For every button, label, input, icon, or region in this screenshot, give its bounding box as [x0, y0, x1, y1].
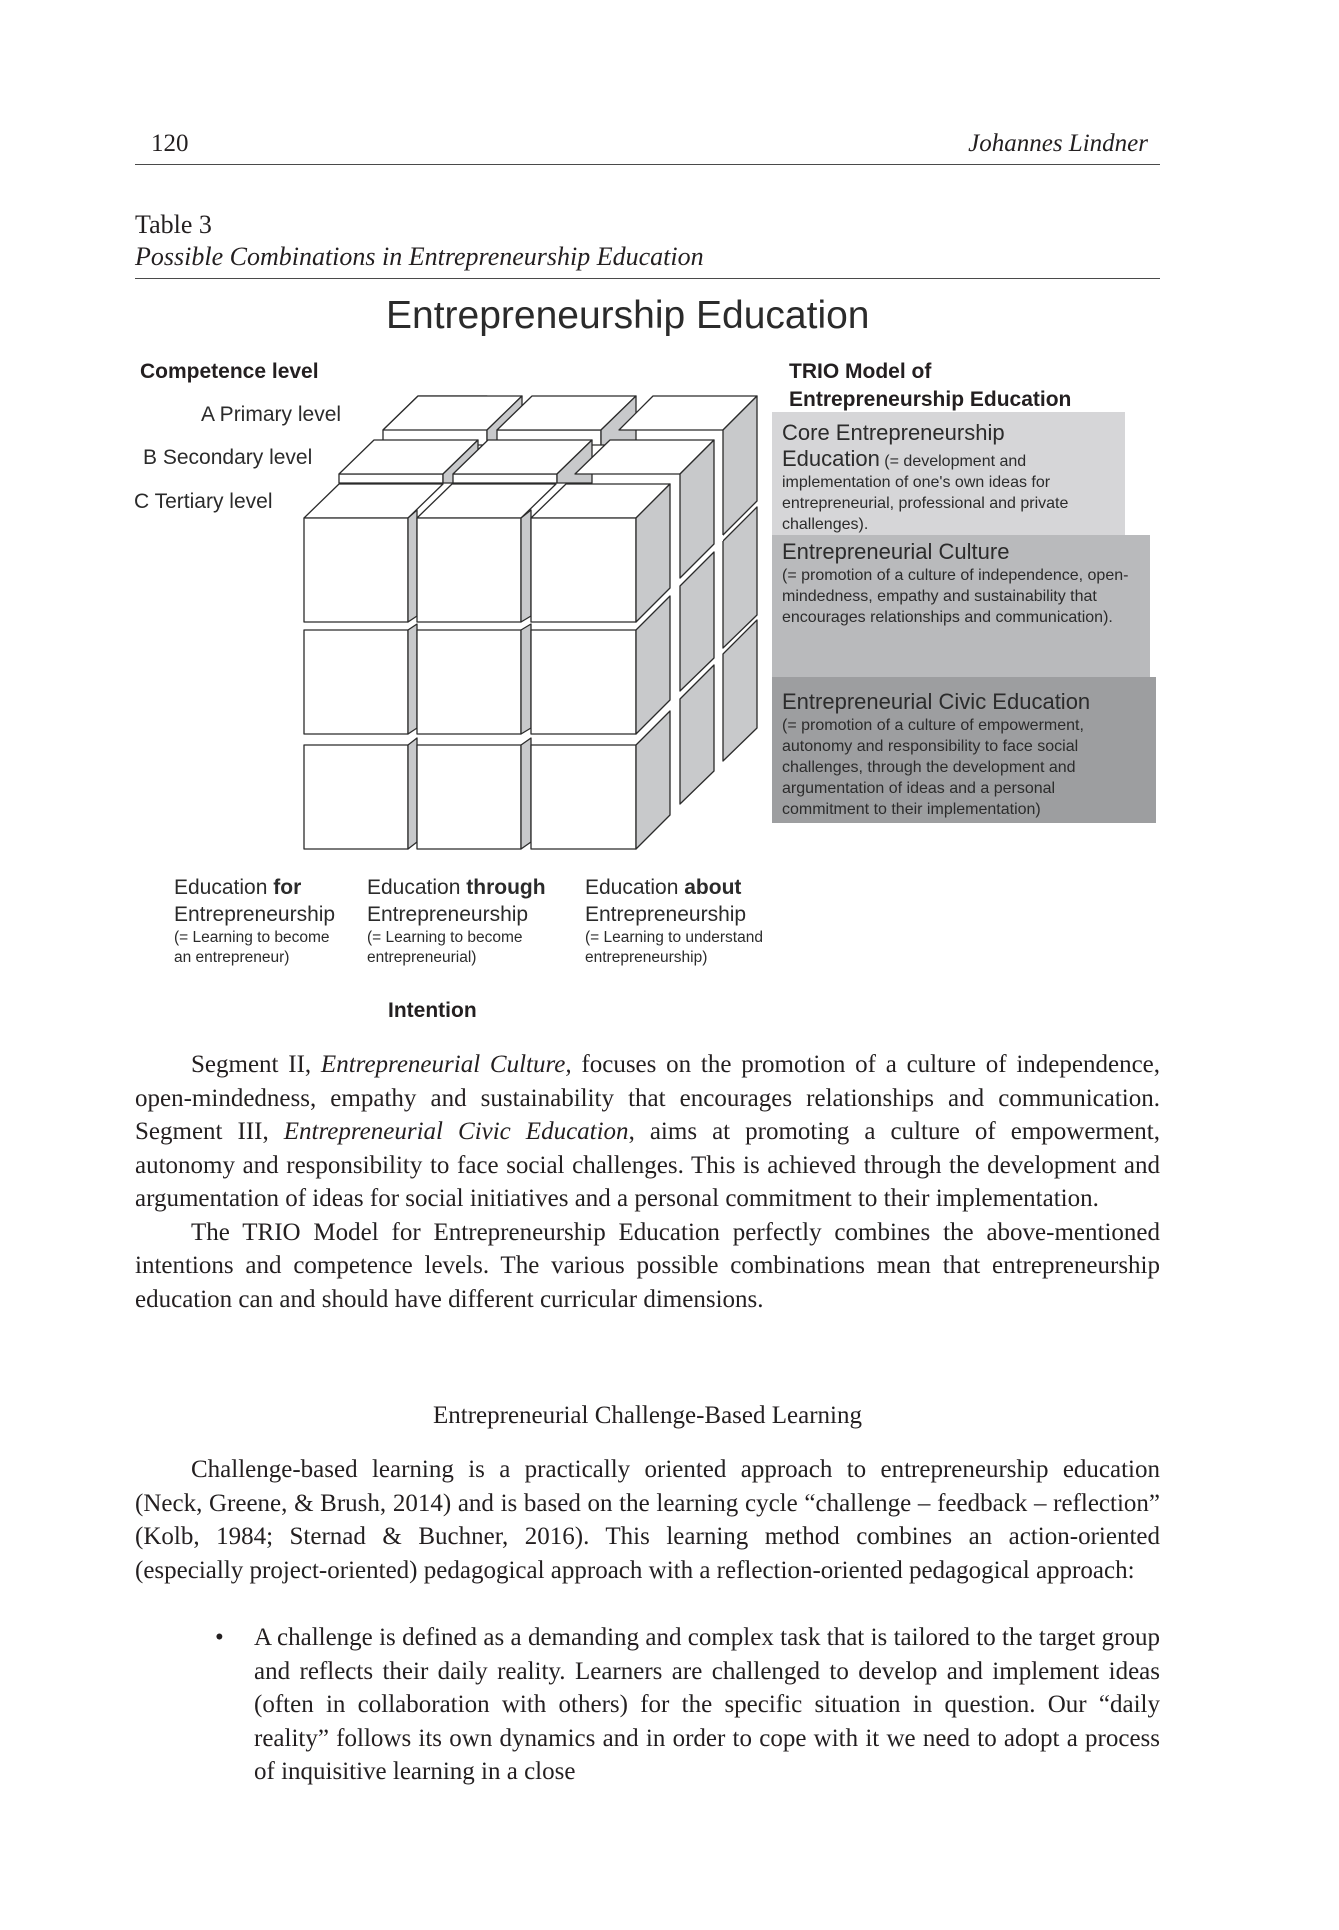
segment-desc: implementation of one's own ideas for entrepreneurial, professional and private challenges).: [782, 474, 1069, 533]
list-item: [135, 1621, 1160, 1789]
segment-title: Core Entrepreneurship: [782, 420, 1005, 445]
competence-level-heading: Competence level: [140, 360, 319, 383]
intention-emphasis: about: [684, 876, 742, 899]
intention-note-cont: entrepreneurial): [367, 949, 477, 966]
competence-level-tertiary: C Tertiary level: [134, 490, 273, 513]
page-number: 120: [151, 130, 189, 157]
body-paragraphs-2: [135, 1453, 1160, 1587]
bullet-icon: •: [215, 1624, 224, 1651]
intention-note: (= Learning to become: [367, 929, 523, 946]
trio-segment-entrepreneurial-civic-education: [772, 677, 1156, 823]
emphasis-entrepreneurial-civic-education: Entrepreneurial Civic Education: [283, 1118, 629, 1145]
paragraph-segment-ii-iii: [135, 1048, 1160, 1216]
intention-note-cont: entrepreneurship): [585, 949, 708, 966]
segment-title-cont: Education: [782, 446, 880, 471]
text-run: Segment II,: [191, 1051, 321, 1078]
segment-title: Entrepreneurial Culture: [782, 539, 1010, 564]
intention-emphasis: for: [273, 876, 302, 899]
text-run: , aims at promoting a culture of empowerment, autonomy and responsibility to face social challenges. This is achieved through the development and argumentation of ideas for social initiatives and a personal commitment to their implementation.: [135, 1118, 1160, 1212]
trio-heading-line2: Entrepreneurship Education: [789, 388, 1072, 411]
intention-line2: Entrepreneurship: [367, 903, 529, 926]
section-heading: Entrepreneurial Challenge-Based Learning: [433, 1402, 862, 1429]
intention-note-cont: an entrepreneur): [174, 949, 290, 966]
trio-segment-core-entrepreneurship-education: [772, 412, 1125, 535]
intention-education-about: [585, 874, 763, 968]
cube-icon: [290, 380, 770, 860]
intention-emphasis: through: [466, 876, 546, 899]
text-run: focuses on the promotion of a culture of independence, open-mindedness, empathy and sustainability that encourages relationships and communication. Segment III,: [135, 1051, 1161, 1145]
intention-line2: Entrepreneurship: [585, 903, 747, 926]
intention-education-through: [367, 874, 546, 968]
running-head-author: Johannes Lindner: [968, 130, 1148, 157]
table-title: Possible Combinations in Entrepreneurship Education: [135, 242, 704, 271]
competence-level-primary: A Primary level: [201, 403, 342, 426]
intention-prefix: Education: [174, 876, 274, 899]
emphasis-entrepreneurial-culture: Entrepreneurial Culture,: [320, 1051, 572, 1078]
segment-desc: (= promotion of a culture of empowerment, autonomy and responsibility to face social challenges, through the development and argumentation of ideas and a personal commitment to their implementation): [782, 717, 1084, 818]
bullet-list: [135, 1621, 1160, 1789]
intention-prefix: Education: [585, 876, 685, 899]
trio-model-heading: [789, 358, 1071, 414]
intention-note: (= Learning to become: [174, 929, 330, 946]
list-item-text: A challenge is defined as a demanding and complex task that is tailored to the target group and reflects their daily reality. Learners are challenged to develop and implement ideas (often in collaboration with others) for the specific situation in question. Our “daily reality” follows its own dynamics and in order to cope with it we need to adopt a process of inquisitive learning in a close: [254, 1624, 1160, 1785]
intention-note: (= Learning to understand: [585, 929, 763, 946]
competence-level-secondary: B Secondary level: [143, 446, 313, 469]
intention-prefix: Education: [367, 876, 467, 899]
cube-front-layer: [304, 484, 670, 849]
body-paragraphs-1: [135, 1048, 1160, 1316]
segment-title: Entrepreneurial Civic Education: [782, 689, 1091, 714]
intention-education-for: [174, 874, 335, 968]
intention-axis-label: Intention: [388, 999, 477, 1022]
trio-segment-entrepreneurial-culture: [772, 535, 1150, 677]
intention-line2: Entrepreneurship: [174, 903, 336, 926]
table-number: Table 3: [135, 210, 212, 239]
segment-desc: (= promotion of a culture of independence, open-mindedness, empathy and sustainability that encourages relationships and communication).: [782, 567, 1129, 626]
figure-title: Entrepreneurship Education: [386, 294, 870, 337]
paragraph-challenge-based-learning: Challenge-based learning is a practically oriented approach to entrepreneurship education (Neck, Greene, & Brush, 2014) and is based on the learning cycle “challenge – feedback – reflection” (Kolb, 1984; Sternad & Buchner, 2016). This learning method combines an action-oriented (especially project-oriented) pedagogical approach with a reflection-oriented pedagogical approach:: [135, 1456, 1160, 1584]
paragraph-trio-model: The TRIO Model for Entrepreneurship Education perfectly combines the above-mentioned intentions and competence levels. The various possible combinations mean that entrepreneurship education can and should have different curricular dimensions.: [135, 1218, 1160, 1313]
segment-desc-inline: (= development and: [879, 453, 1027, 470]
trio-heading-line1: TRIO Model of: [789, 360, 932, 383]
